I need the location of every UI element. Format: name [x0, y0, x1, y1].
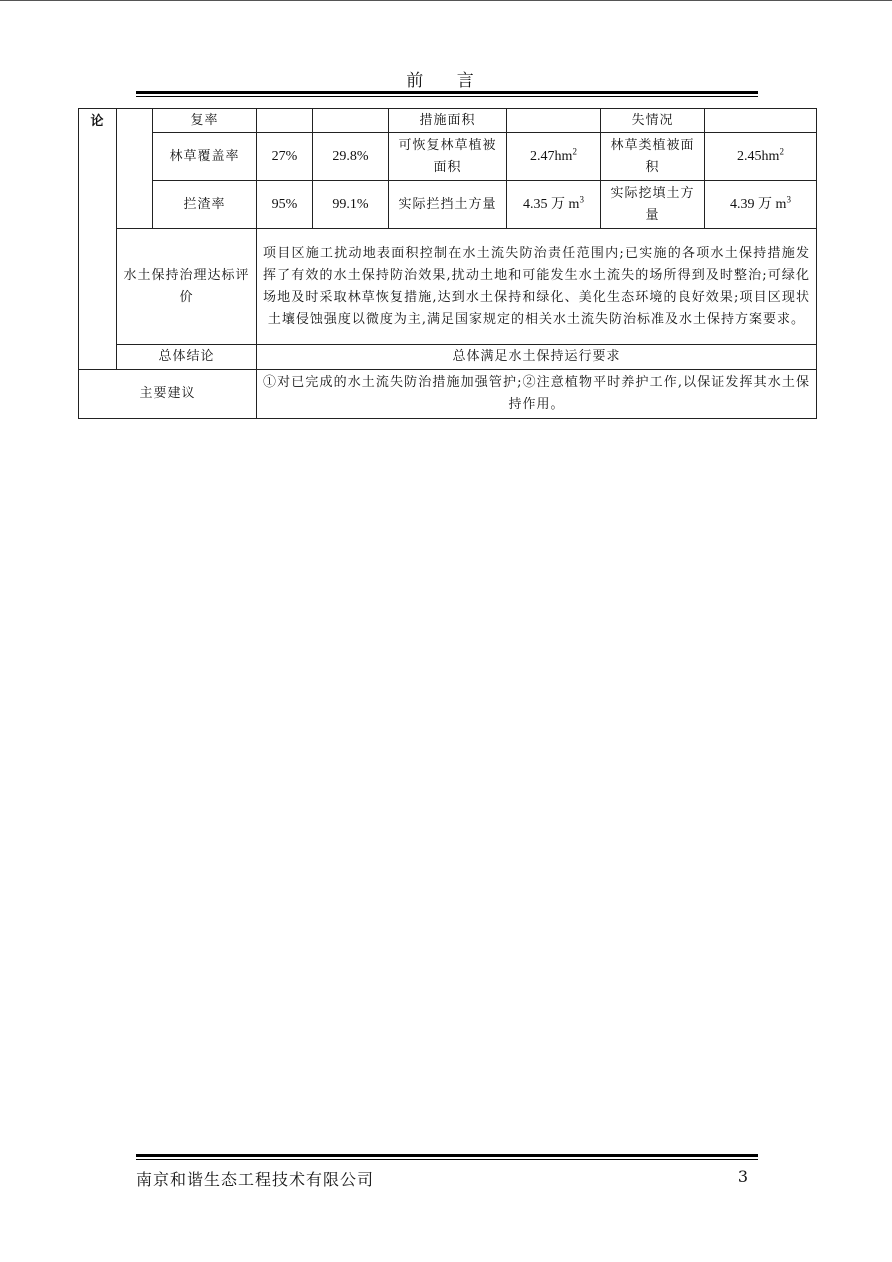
- actual-cell: 29.8%: [313, 133, 389, 181]
- actual-cell: 99.1%: [313, 181, 389, 229]
- suggestion-text-cell: ①对已完成的水土流失防治措施加强管护;②注意植物平时养护工作,以保证发挥其水土保持作用。: [257, 370, 817, 419]
- section-label-cell: 论: [79, 109, 117, 370]
- item2-label-cell: 林草类植被面积: [601, 133, 705, 181]
- metric-label-cell: 林草覆盖率: [153, 133, 257, 181]
- item1-value: 2.47hm: [530, 148, 573, 164]
- metric-label-cell: 复率: [153, 109, 257, 133]
- item1-value-unit-exponent: 3: [579, 193, 584, 204]
- evaluation-label-cell: 水土保持治理达标评价: [117, 229, 257, 345]
- item1-value-cell: [507, 181, 601, 229]
- conclusion-text-cell: 总体满足水土保持运行要求: [257, 345, 817, 370]
- header-rule-thick: [136, 91, 758, 94]
- table-row-coverage: [79, 133, 817, 181]
- item2-value: 4.39 万 m: [730, 196, 787, 212]
- item2-value-cell: [705, 133, 817, 181]
- conclusion-label-cell: 总体结论: [117, 345, 257, 370]
- header-rule-thin: [136, 96, 758, 97]
- footer-page-number: 3: [737, 1167, 748, 1186]
- item1-value-cell: [507, 133, 601, 181]
- page-header-title: 前 言: [406, 71, 488, 91]
- target-cell: [257, 109, 313, 133]
- metric-label-cell: 拦渣率: [153, 181, 257, 229]
- footer-company-name: 南京和谐生态工程技术有限公司: [136, 1170, 375, 1189]
- item2-label-cell: 失情况: [601, 109, 705, 133]
- item2-value-unit-exponent: 2: [779, 145, 784, 156]
- item2-value-unit-exponent: 3: [786, 193, 791, 204]
- item1-value: 4.35 万 m: [523, 196, 580, 212]
- target-cell: 95%: [257, 181, 313, 229]
- blank-subcolumn-cell: [117, 109, 153, 229]
- item1-label-cell: 措施面积: [389, 109, 507, 133]
- target-cell: 27%: [257, 133, 313, 181]
- item2-label-cell: 实际挖填土方量: [601, 181, 705, 229]
- table-row-suggestion: [79, 370, 817, 419]
- item1-label-cell: 实际拦挡土方量: [389, 181, 507, 229]
- item1-label-cell: 可恢复林草植被面积: [389, 133, 507, 181]
- evaluation-table: [78, 108, 817, 419]
- suggestion-label-cell: 主要建议: [79, 370, 257, 419]
- item2-value-cell: [705, 181, 817, 229]
- evaluation-text-cell: 项目区施工扰动地表面积控制在水土流失防治责任范围内;已实施的各项水土保持措施发挥了有效的水土保持防治效果,扰动土地和可能发生水土流失的场所得到及时整治;可绿化场地及时采取林草恢复措施,达到水土保持和绿化、美化生态环境的良好效果;项目区现状土壤侵蚀强度以微度为主,满足国家规定的相关水土流失防治标准及水土保持方案要求。: [257, 229, 817, 345]
- item2-value: 2.45hm: [737, 148, 780, 164]
- actual-cell: [313, 109, 389, 133]
- item2-value-cell: [705, 109, 817, 133]
- footer-rule-thick: [136, 1154, 758, 1157]
- item1-value-unit-exponent: 2: [572, 145, 577, 156]
- table-row-evaluation: [79, 229, 817, 345]
- table-row-slag: [79, 181, 817, 229]
- page-top-edge: [0, 0, 892, 1]
- table-row-recovery: [79, 109, 817, 133]
- table-row-conclusion: [79, 345, 817, 370]
- footer-rule-thin: [136, 1159, 758, 1160]
- item1-value-cell: [507, 109, 601, 133]
